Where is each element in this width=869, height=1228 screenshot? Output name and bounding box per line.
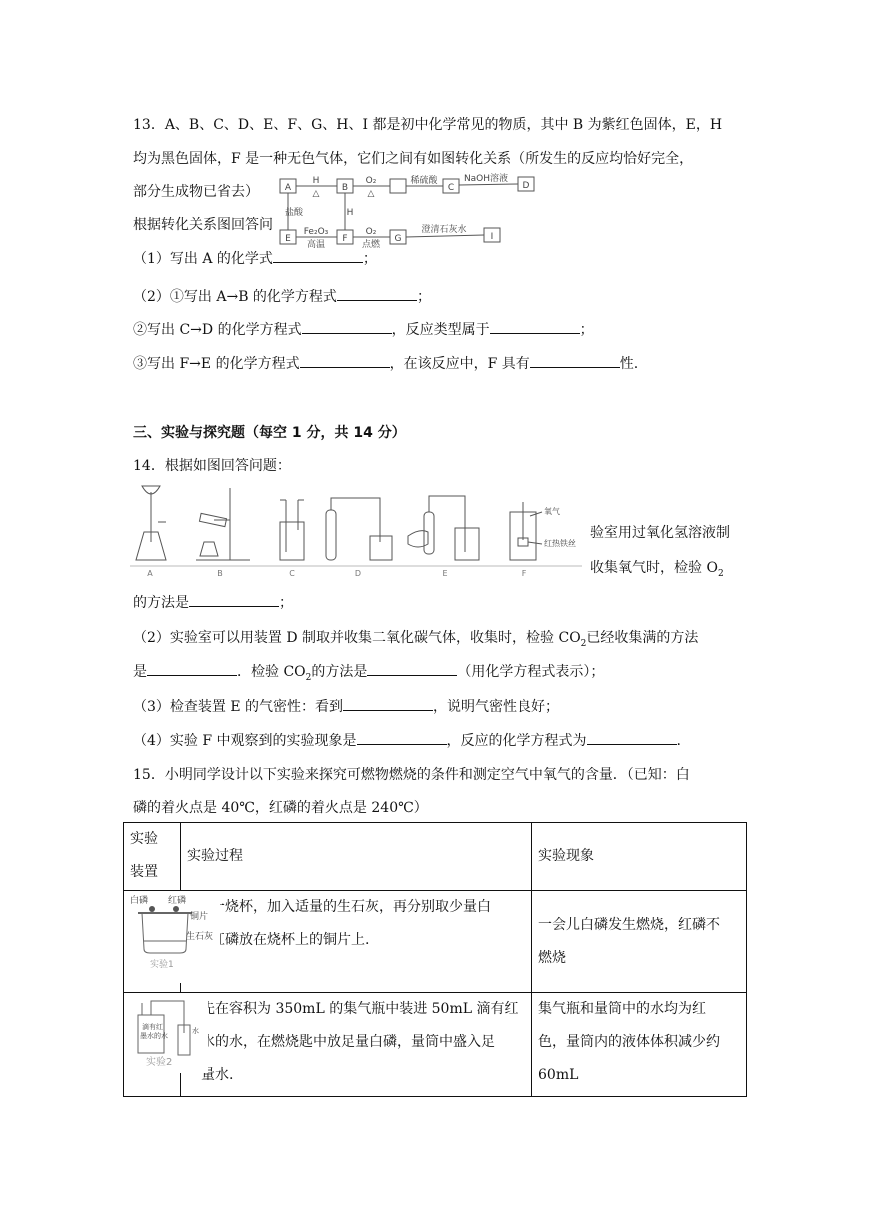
exp1-process: 一烧杯，加入适量的生石灰，再分别取少量白 红磷放在烧杯上的铜片上. ②… [181,891,532,993]
q15-line2: 磷的着火点是 40℃，红磷的着火点是 240℃） [133,800,428,816]
svg-text:铜片: 铜片 [190,912,209,922]
exp2-phenomenon: 集气瓶和量筒中的水均为红 色，量筒内的液体体积减少约 60mL [532,993,747,1097]
exp1-phenomenon: 一会儿白磷发生燃烧，红磷不 燃烧 [532,891,747,993]
svg-text:氧气: 氧气 [544,507,560,516]
answer-blank[interactable] [300,353,390,368]
svg-text:A: A [147,569,153,578]
q14-part1-tail-b: 收集氧气时，检验 $O_2$ [590,560,724,579]
q14-part2-cont: 是 ．检验 $CO_2$的方法是 （用化学方程式表示）； [133,661,604,683]
answer-blank[interactable] [490,319,580,334]
svg-text:D: D [354,569,362,578]
node-f: F [342,234,348,244]
svg-text:高温: 高温 [306,240,326,250]
svg-text:△: △ [367,189,375,199]
svg-text:白磷: 白磷 [130,896,149,906]
q14-part1-tail-a: 验室用过氧化氢溶液制 [590,525,730,541]
svg-text:B: B [217,569,223,578]
exp1-apparatus [124,891,214,993]
conversion-diagram [274,170,536,250]
header-apparatus: 实验 装置 [124,823,181,891]
q13-part3: ②写出 C→D 的化学方程式 ，反应类型属于 ； [133,319,594,339]
svg-text:H: H [346,208,354,218]
svg-text:O₂: O₂ [365,227,377,237]
svg-text:C: C [289,569,295,578]
table-row [124,993,747,1097]
svg-text:E: E [442,569,448,578]
table-header-row [124,823,747,891]
node-a: A [284,183,292,193]
svg-text:NaOH溶液: NaOH溶液 [463,174,509,184]
svg-text:红磷: 红磷 [168,896,187,906]
q13-part1: （1）写出 A 的化学式 ； [133,248,377,268]
q14-title: 14．根据如图回答问题： [133,458,291,474]
svg-text:H: H [312,176,320,186]
q13-line4: 根据转化关系图回答问 [133,217,273,233]
answer-blank[interactable] [343,696,433,711]
header-phenomenon: 实验现象 [532,823,747,891]
section-heading: 三、实验与探究题（每空 1 分，共 14 分） [133,425,406,441]
svg-text:△: △ [312,189,320,199]
experiment1-figure [128,891,220,983]
svg-text:O₂: O₂ [365,176,377,186]
q13-line2: 均为黑色固体，F 是一种无色气体，它们之间有如图转化关系（所发生的反应均恰好完全， [133,151,694,167]
answer-blank[interactable] [337,286,417,301]
q14-part3: （3）检查装置 E 的气密性：看到 ，说明气密性良好； [133,696,559,716]
svg-text:实验1: 实验1 [150,960,174,970]
q13-line3: 部分生成物已省去） [133,184,259,200]
header-process: 实验过程 [181,823,532,891]
answer-blank[interactable] [357,730,447,745]
node-i: I [490,232,494,242]
answer-blank[interactable] [273,248,363,263]
node-d: D [522,181,530,191]
svg-text:稀硫酸: 稀硫酸 [410,176,438,186]
exp2-apparatus [124,993,199,1097]
q13-part2: （2）①写出 A→B 的化学方程式 ； [133,286,431,306]
answer-blank[interactable] [189,592,279,607]
answer-blank[interactable] [367,661,457,676]
svg-text:盐酸: 盐酸 [284,208,304,218]
node-c: C [447,183,455,193]
answer-blank[interactable] [530,353,620,368]
svg-text:点燃: 点燃 [361,240,381,250]
answer-blank[interactable] [147,661,237,676]
svg-text:Fe₂O₃: Fe₂O₃ [303,227,329,237]
svg-text:墨水的水: 墨水的水 [140,1032,168,1040]
answer-blank[interactable] [302,319,392,334]
svg-text:澄清石灰水: 澄清石灰水 [421,225,467,235]
svg-text:水: 水 [192,1027,199,1035]
experiment-table [123,822,747,1097]
experiment2-figure [128,993,208,1073]
q15-line1: 15．小明同学设计以下实验来探究可燃物燃烧的条件和测定空气中氧气的含量．（已知：白 [133,767,690,783]
node-b: B [341,183,349,193]
q13-line1: 13．A、B、C、D、E、F、G、H、I 都是初中化学常见的物质，其中 B 为紫红色固体，E，H [133,117,723,133]
q14-part1: 的方法是 ； [133,592,293,612]
q14-part2: （2）实验室可以用装置 D 制取并收集二氧化碳气体，收集时，检验 $CO_2$已经收集满的方法 [133,630,699,649]
apparatus-figure [130,482,590,578]
svg-text:实验2: 实验2 [146,1057,173,1068]
svg-text:F: F [521,569,527,578]
exp2-process: 先在容积为 350mL 的集气瓶中装进 50mL 滴有红 水的水，在燃烧匙中放足量白磷，量筒中盛入足 量水. [181,993,532,1097]
table-row [124,891,747,993]
svg-text:生石灰: 生石灰 [186,932,214,942]
q14-part4: （4）实验 F 中观察到的实验现象是 ，反应的化学方程式为 . [133,730,681,750]
svg-text:滴有红: 滴有红 [142,1023,163,1031]
node-e: E [285,234,291,244]
svg-text:红热铁丝: 红热铁丝 [544,539,576,548]
answer-blank[interactable] [587,730,677,745]
q13-part4: ③写出 F→E 的化学方程式 ，在该反应中，F 具有 性. [133,353,638,373]
node-g: G [394,234,402,244]
